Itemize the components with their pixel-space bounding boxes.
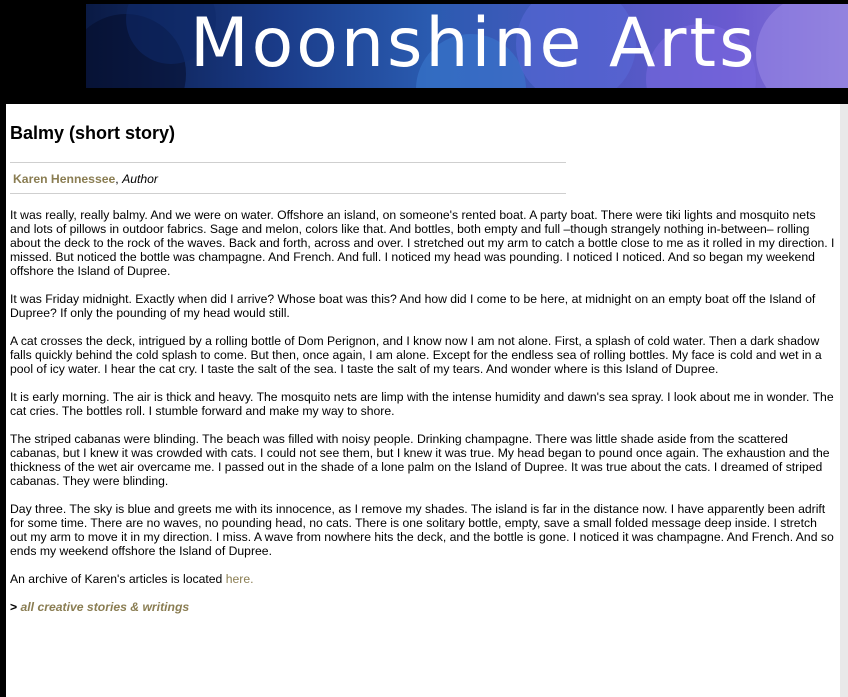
byline <box>10 163 836 193</box>
site-title[interactable]: Moonshine Arts <box>190 4 758 83</box>
author-role: Author <box>122 172 158 186</box>
nav-arrow-icon: > <box>10 600 18 614</box>
byline-bottom-rule <box>10 193 566 194</box>
story-paragraph: It was really, really balmy. And we were on water. Offshore an island, on someone's rented boat. A party boat. There were tiki lights and mosquito nets and lots of pillows in outdoor fabrics. Sage and melon, colors like that. And bottles, both empty and full –though strangely nothing in-between– rolling about the deck to the rock of the waves. Back and forth, across and over. I stretched out my arm to catch a bottle close to me as it rolled in my direction. I missed. But noticed the bottle was champagne. And French. And full. I noticed my head was pounding. I noticed I noticed. And so began my weekend offshore the Island of Dupree. <box>10 208 835 278</box>
archive-line <box>10 572 836 586</box>
main-content <box>6 104 840 697</box>
story-paragraph: The striped cabanas were blinding. The beach was filled with noisy people. Drinking champagne. There was little shade aside from the scattered cabanas, but I knew it was crowded with cats. I could not see them, but I knew it was true. My head began to pound once again. The exhaustion and the thickness of the wet air overcame me. I passed out in the shade of a lone palm on the Island of Dupree. It was true about the cats. I dreamed of striped cabanas. They were blinding. <box>10 432 830 488</box>
article-title: Balmy (short story) <box>10 123 176 143</box>
site-banner <box>86 4 848 88</box>
archive-link[interactable]: here. <box>225 572 254 586</box>
author-name: Karen Hennessee <box>13 172 116 186</box>
scrollbar-gutter[interactable] <box>840 104 848 697</box>
stories-nav <box>10 600 836 614</box>
story-paragraph: It was Friday midnight. Exactly when did I arrive? Whose boat was this? And how did I come to be here, at midnight on an empty boat off the Island of Dupree? If only the pounding of my head would still. <box>10 292 816 320</box>
story-paragraph: Day three. The sky is blue and greets me with its innocence, as I remove my shades. The island is far in the distance now. I have apparently been adrift for some time. There are no waves, no pounding head, no cats. There is one solitary bottle, empty, save a small folded message deep inside. I stretch out my arm to move it in my direction. I miss. A wave from nowhere hits the deck, and the bottle is gone. I noticed it was champagne. And French. And so ends my weekend offshore the Island of Dupree. <box>10 502 834 558</box>
story-paragraph: It is early morning. The air is thick and heavy. The mosquito nets are limp with the intense humidity and dawn's sea spray. I look about me in wonder. The cat cries. The bottles roll. I stumble forward and make my way to shore. <box>10 390 834 418</box>
all-stories-link[interactable]: all creative stories & writings <box>20 600 190 614</box>
author-separator: , <box>115 172 123 186</box>
header-divider <box>0 88 848 104</box>
archive-text: An archive of Karen's articles is located <box>10 572 226 586</box>
story-paragraph: A cat crosses the deck, intrigued by a rolling bottle of Dom Perignon, and I know now I am not alone. First, a splash of cold water. Then a dark shadow falls quickly behind the cold splash to come. But then, once again, I am alone. Except for the endless sea of rolling bottles. My face is cold and wet in a pool of icy water. I hear the cat cry. I taste the salt of the sea. I taste the salt of my tears. And wonder where is this Island of Dupree. <box>10 334 822 376</box>
banner-blob <box>756 4 848 88</box>
